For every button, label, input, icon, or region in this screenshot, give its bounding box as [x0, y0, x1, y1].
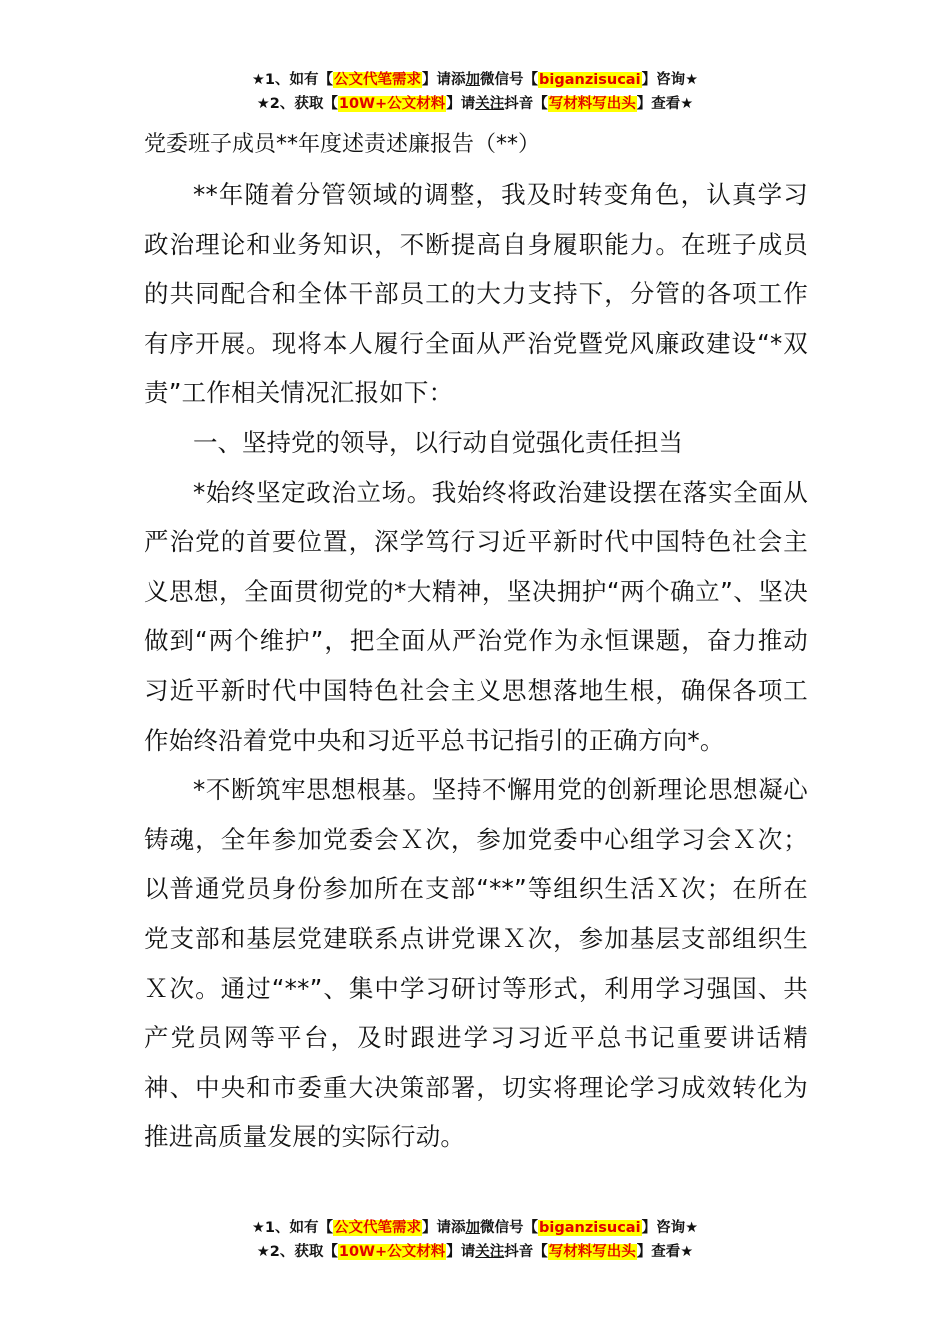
intro-paragraph: **年随着分管领域的调整，我及时转变角色，认真学习政治理论和业务知识，不断提高自身履职能力。在班子成员的共同配合和全体干部员工的大力支持下，分管的各项工作有序开展。现将本人履行全面从严治党暨党风廉政建设“*双责”工作相关情况汇报如下： — [144, 180, 808, 408]
promo-text: 】查看★ — [636, 1244, 694, 1260]
promo-underlined: 关注 — [475, 1244, 505, 1260]
promo-highlight-wechat: biganzisucai — [539, 1220, 641, 1236]
promo-text: 】咨询★ — [641, 1220, 699, 1236]
promo-text: ★1、如有【 — [251, 1220, 334, 1236]
promo-text: 微信号【 — [480, 72, 539, 88]
promo-highlight: 10W+公文材料 — [338, 96, 446, 112]
promo-text: 】查看★ — [636, 96, 694, 112]
document-body — [144, 170, 808, 1162]
body-paragraph: *不断筑牢思想根基。坚持不懈用党的创新理论思想凝心铸魂，全年参加党委会Ｘ次，参加党委中心组学习会Ｘ次；以普通党员身份参加所在支部“**”等组织生活Ｘ次；在所在党支部和基层党建联系点讲党课Ｘ次，参加基层支部组织生Ｘ次。通过“**”、集中学习研讨等形式，利用学习强国、共产党员网等平台，及时跟进学习习近平总书记重要讲话精神、中央和市委重大决策部署，切实将理论学习成效转化为推进高质量发展的实际行动。 — [144, 775, 808, 1152]
promo-highlight: 公文代笔需求 — [334, 1220, 422, 1236]
promo-text: 】请 — [446, 1244, 476, 1260]
promo-highlight-douyin: 写材料写出头 — [548, 1244, 636, 1260]
document-title: 党委班子成员**年度述责述廉报告（**） — [144, 132, 541, 157]
promo-text: 】请添 — [422, 1220, 466, 1236]
body-paragraph: *始终坚定政治立场。我始终将政治建设摆在落实全面从严治党的首要位置，深学笃行习近平新时代中国特色社会主义思想，全面贯彻党的*大精神，坚决拥护“两个确立”、坚决做到“两个维护”，把全面从严治党作为永恒课题，奋力推动习近平新时代中国特色社会主义思想落地生根，确保各项工作始终沿着党中央和习近平总书记指引的正确方向*。 — [144, 477, 808, 755]
promo-line-2 — [0, 1240, 950, 1264]
promo-text: 】请 — [446, 96, 476, 112]
promo-line-1 — [0, 68, 950, 92]
promo-banner-bottom — [0, 1216, 950, 1264]
promo-text: 】咨询★ — [641, 72, 699, 88]
section-heading: 一、坚持党的领导，以行动自觉强化责任担当 — [193, 427, 683, 457]
promo-highlight-wechat: biganzisucai — [539, 72, 641, 88]
promo-underlined: 加 — [465, 1220, 481, 1236]
promo-underlined: 关注 — [475, 96, 505, 112]
promo-text: ★2、获取【 — [256, 96, 338, 112]
promo-highlight-douyin: 写材料写出头 — [548, 96, 636, 112]
promo-highlight: 公文代笔需求 — [334, 72, 422, 88]
promo-banner-top — [0, 68, 950, 116]
promo-text: 抖音【 — [504, 96, 548, 112]
promo-text: ★2、获取【 — [256, 1244, 338, 1260]
promo-text: 】请添 — [422, 72, 466, 88]
promo-line-1 — [0, 1216, 950, 1240]
promo-highlight: 10W+公文材料 — [338, 1244, 446, 1260]
promo-text: 微信号【 — [480, 1220, 539, 1236]
promo-underlined: 加 — [465, 72, 481, 88]
promo-text: 抖音【 — [504, 1244, 548, 1260]
promo-line-2 — [0, 92, 950, 116]
promo-text: ★1、如有【 — [251, 72, 334, 88]
